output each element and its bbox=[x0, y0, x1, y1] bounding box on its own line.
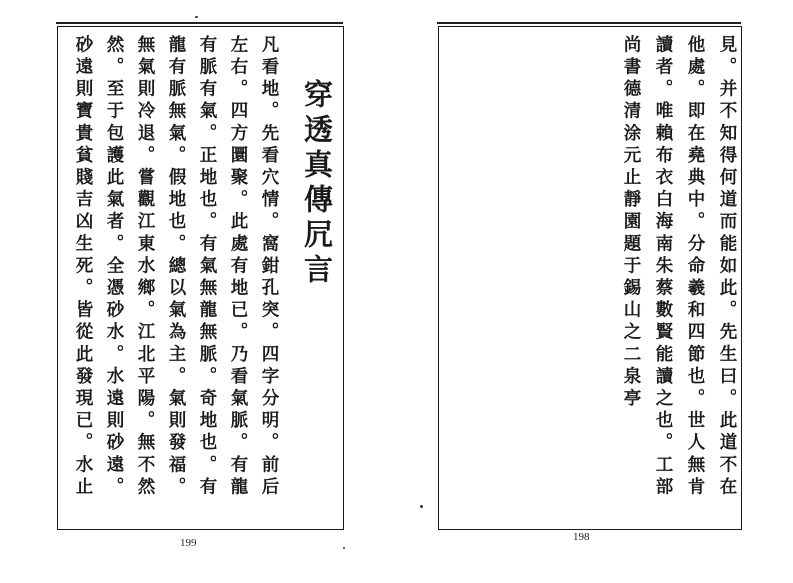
page-title: 穿透真傳凥言 bbox=[300, 79, 334, 289]
text-column: 龍有脈無氣。假地也。總以氣為主。氣則發福。 bbox=[166, 35, 186, 500]
text-column: 有脈有氣。正地也。有氣無龍無脈。奇地也。有 bbox=[197, 35, 217, 500]
scan-speck bbox=[343, 547, 345, 549]
page-edge bbox=[56, 22, 343, 24]
left-page bbox=[57, 26, 344, 530]
page-edge bbox=[437, 22, 741, 24]
scan-speck bbox=[420, 505, 423, 508]
text-column: 砂遠則寶貴貧賤吉凶生死。皆從此發現已。水止 bbox=[73, 35, 93, 500]
text-column: 凡看地。先看穴情。窩鉗孔突。四字分明。前后 bbox=[259, 35, 279, 500]
text-column: 見。并不知得何道而能如此。先生曰。此道不在 bbox=[717, 35, 737, 500]
text-column: 然。至于包護此氣者。全憑砂水。水遠則砂遠。 bbox=[104, 35, 124, 500]
text-column: 無氣則冷退。嘗觀江東水鄉。江北平陽。無不然 bbox=[135, 35, 155, 500]
text-column: 尚書德清涂元止靜園題于錫山之二泉亭 bbox=[621, 35, 641, 411]
text-column: 他處。即在堯典中。分命羲和四節也。世人無肯 bbox=[685, 35, 705, 500]
text-column: 讀者。唯賴布衣白海南朱蔡數賢能讀之也。工部 bbox=[653, 35, 673, 500]
text-column: 左右。四方圜聚。此處有地已。乃看氣脈。有龍 bbox=[228, 35, 248, 500]
right-page bbox=[438, 26, 742, 530]
scan-speck bbox=[195, 16, 198, 18]
page-number: 198 bbox=[573, 531, 590, 543]
page-number: 199 bbox=[180, 537, 197, 549]
